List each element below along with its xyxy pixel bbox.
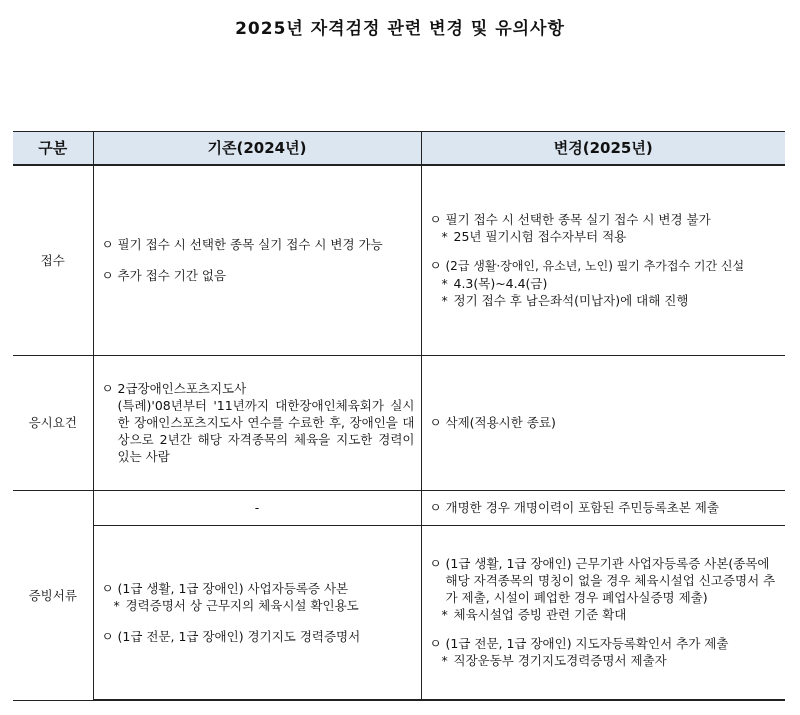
cell-documents-before-1: - (93, 490, 421, 525)
cell-requirement-after (421, 355, 785, 490)
category-requirement: 응시요건 (13, 355, 93, 490)
list-item (430, 257, 780, 275)
cell-documents-before-2 (93, 525, 421, 700)
header-after: 변경(2025년) (421, 132, 785, 166)
note-mark: * (113, 597, 120, 613)
note-mark: * (441, 607, 448, 623)
note-text: 체육시설업 증빙 관련 기준 확대 (453, 607, 627, 623)
bullet-mark: ㅇ (429, 415, 442, 430)
list-item (430, 635, 780, 652)
cell-reception-after (421, 165, 785, 355)
item-text: 필기 접수 시 선택한 종목 실기 접수 시 변경 가능 (117, 237, 383, 253)
list-item (102, 236, 415, 253)
note-text: 정기 접수 후 남은좌석(미납자)에 대해 진행 (453, 293, 689, 309)
note-mark: * (441, 293, 448, 309)
note-text: 경력증명서 상 근무지의 체육시설 확인용도 (125, 597, 359, 613)
cell-documents-after-1 (421, 490, 785, 525)
note-line (430, 275, 780, 292)
cell-requirement-before (93, 355, 421, 490)
note-mark: * (441, 229, 448, 245)
bullet-mark: ㅇ (429, 556, 442, 572)
note-mark: * (441, 653, 448, 669)
comparison-table (13, 131, 785, 701)
category-reception: 접수 (13, 165, 93, 355)
header-category: 구분 (13, 132, 93, 166)
list-item (430, 499, 780, 516)
bullet-mark: ㅇ (429, 636, 442, 652)
bullet-mark: ㅇ (101, 268, 114, 284)
item-text: 필기 접수 시 선택한 종목 실기 접수 시 변경 불가 (445, 212, 711, 228)
bullet-mark: ㅇ (101, 381, 114, 396)
list-item (430, 414, 780, 431)
cell-reception-before (93, 165, 421, 355)
note-text: 25년 필기시험 접수자부터 적용 (453, 229, 627, 245)
note-mark: * (441, 276, 448, 292)
bullet-mark: ㅇ (101, 580, 114, 596)
list-item (102, 380, 415, 465)
page-title: 2025년 자격검정 관련 변경 및 유의사항 (235, 19, 565, 39)
list-item (102, 580, 415, 597)
note-line (430, 228, 780, 245)
table-row-requirement (13, 355, 785, 490)
item-text: (2급 생활·장애인, 유소년, 노인) 필기 추가접수 기간 신설 (445, 259, 745, 274)
bullet-mark: ㅇ (429, 500, 442, 515)
bullet-mark: ㅇ (429, 212, 442, 228)
note-text: 직장운동부 경기지도경력증명서 제출자 (453, 653, 667, 669)
item-text: 추가 접수 기간 없음 (117, 268, 227, 284)
note-line (430, 292, 780, 309)
table-row-documents-1 (13, 490, 785, 525)
header-before: 기존(2024년) (93, 132, 421, 166)
list-item (102, 628, 415, 645)
list-item (430, 211, 780, 228)
bullet-mark: ㅇ (429, 258, 442, 274)
header-row (13, 132, 785, 166)
note-line (430, 652, 780, 669)
cell-documents-after-2 (421, 525, 785, 700)
bullet-mark: ㅇ (101, 237, 114, 253)
item-text: (1급 생활, 1급 장애인) 사업자등록증 사본 (117, 580, 349, 596)
table-row-documents-2 (13, 525, 785, 700)
list-item (430, 555, 780, 606)
item-text: 삭제(적용시한 종료) (445, 415, 556, 430)
bullet-mark: ㅇ (101, 628, 114, 644)
note-line (102, 597, 415, 614)
item-heading: 2급장애인스포츠지도사 (117, 381, 247, 396)
item-text: (특례)'08년부터 '11년까지 대한장애인체육회가 실시한 장애인스포츠지도사 연수를 수료한 후, 장애인을 대상으로 2년간 해당 자격종목의 체육을 지도한 경력이 있는 사람 (117, 398, 415, 464)
item-text: (1급 전문, 1급 장애인) 경기지도 경력증명서 (117, 628, 361, 644)
list-item (102, 267, 415, 284)
item-text: (1급 생활, 1급 장애인) 근무기관 사업자등록증 사본(종목에 해당 자격종목의 명칭이 없을 경우 체육시설업 신고증명서 추가 제출, 시설이 폐업한 경우 폐업사실증명 제출) (445, 556, 776, 606)
note-line (430, 606, 780, 623)
note-text: 4.3(목)~4.4(금) (453, 276, 548, 292)
table-row-reception (13, 165, 785, 355)
category-documents: 증빙서류 (13, 490, 93, 700)
item-text: 개명한 경우 개명이력이 포함된 주민등록초본 제출 (445, 500, 719, 515)
item-text: (1급 전문, 1급 장애인) 지도자등록확인서 추가 제출 (445, 636, 729, 652)
